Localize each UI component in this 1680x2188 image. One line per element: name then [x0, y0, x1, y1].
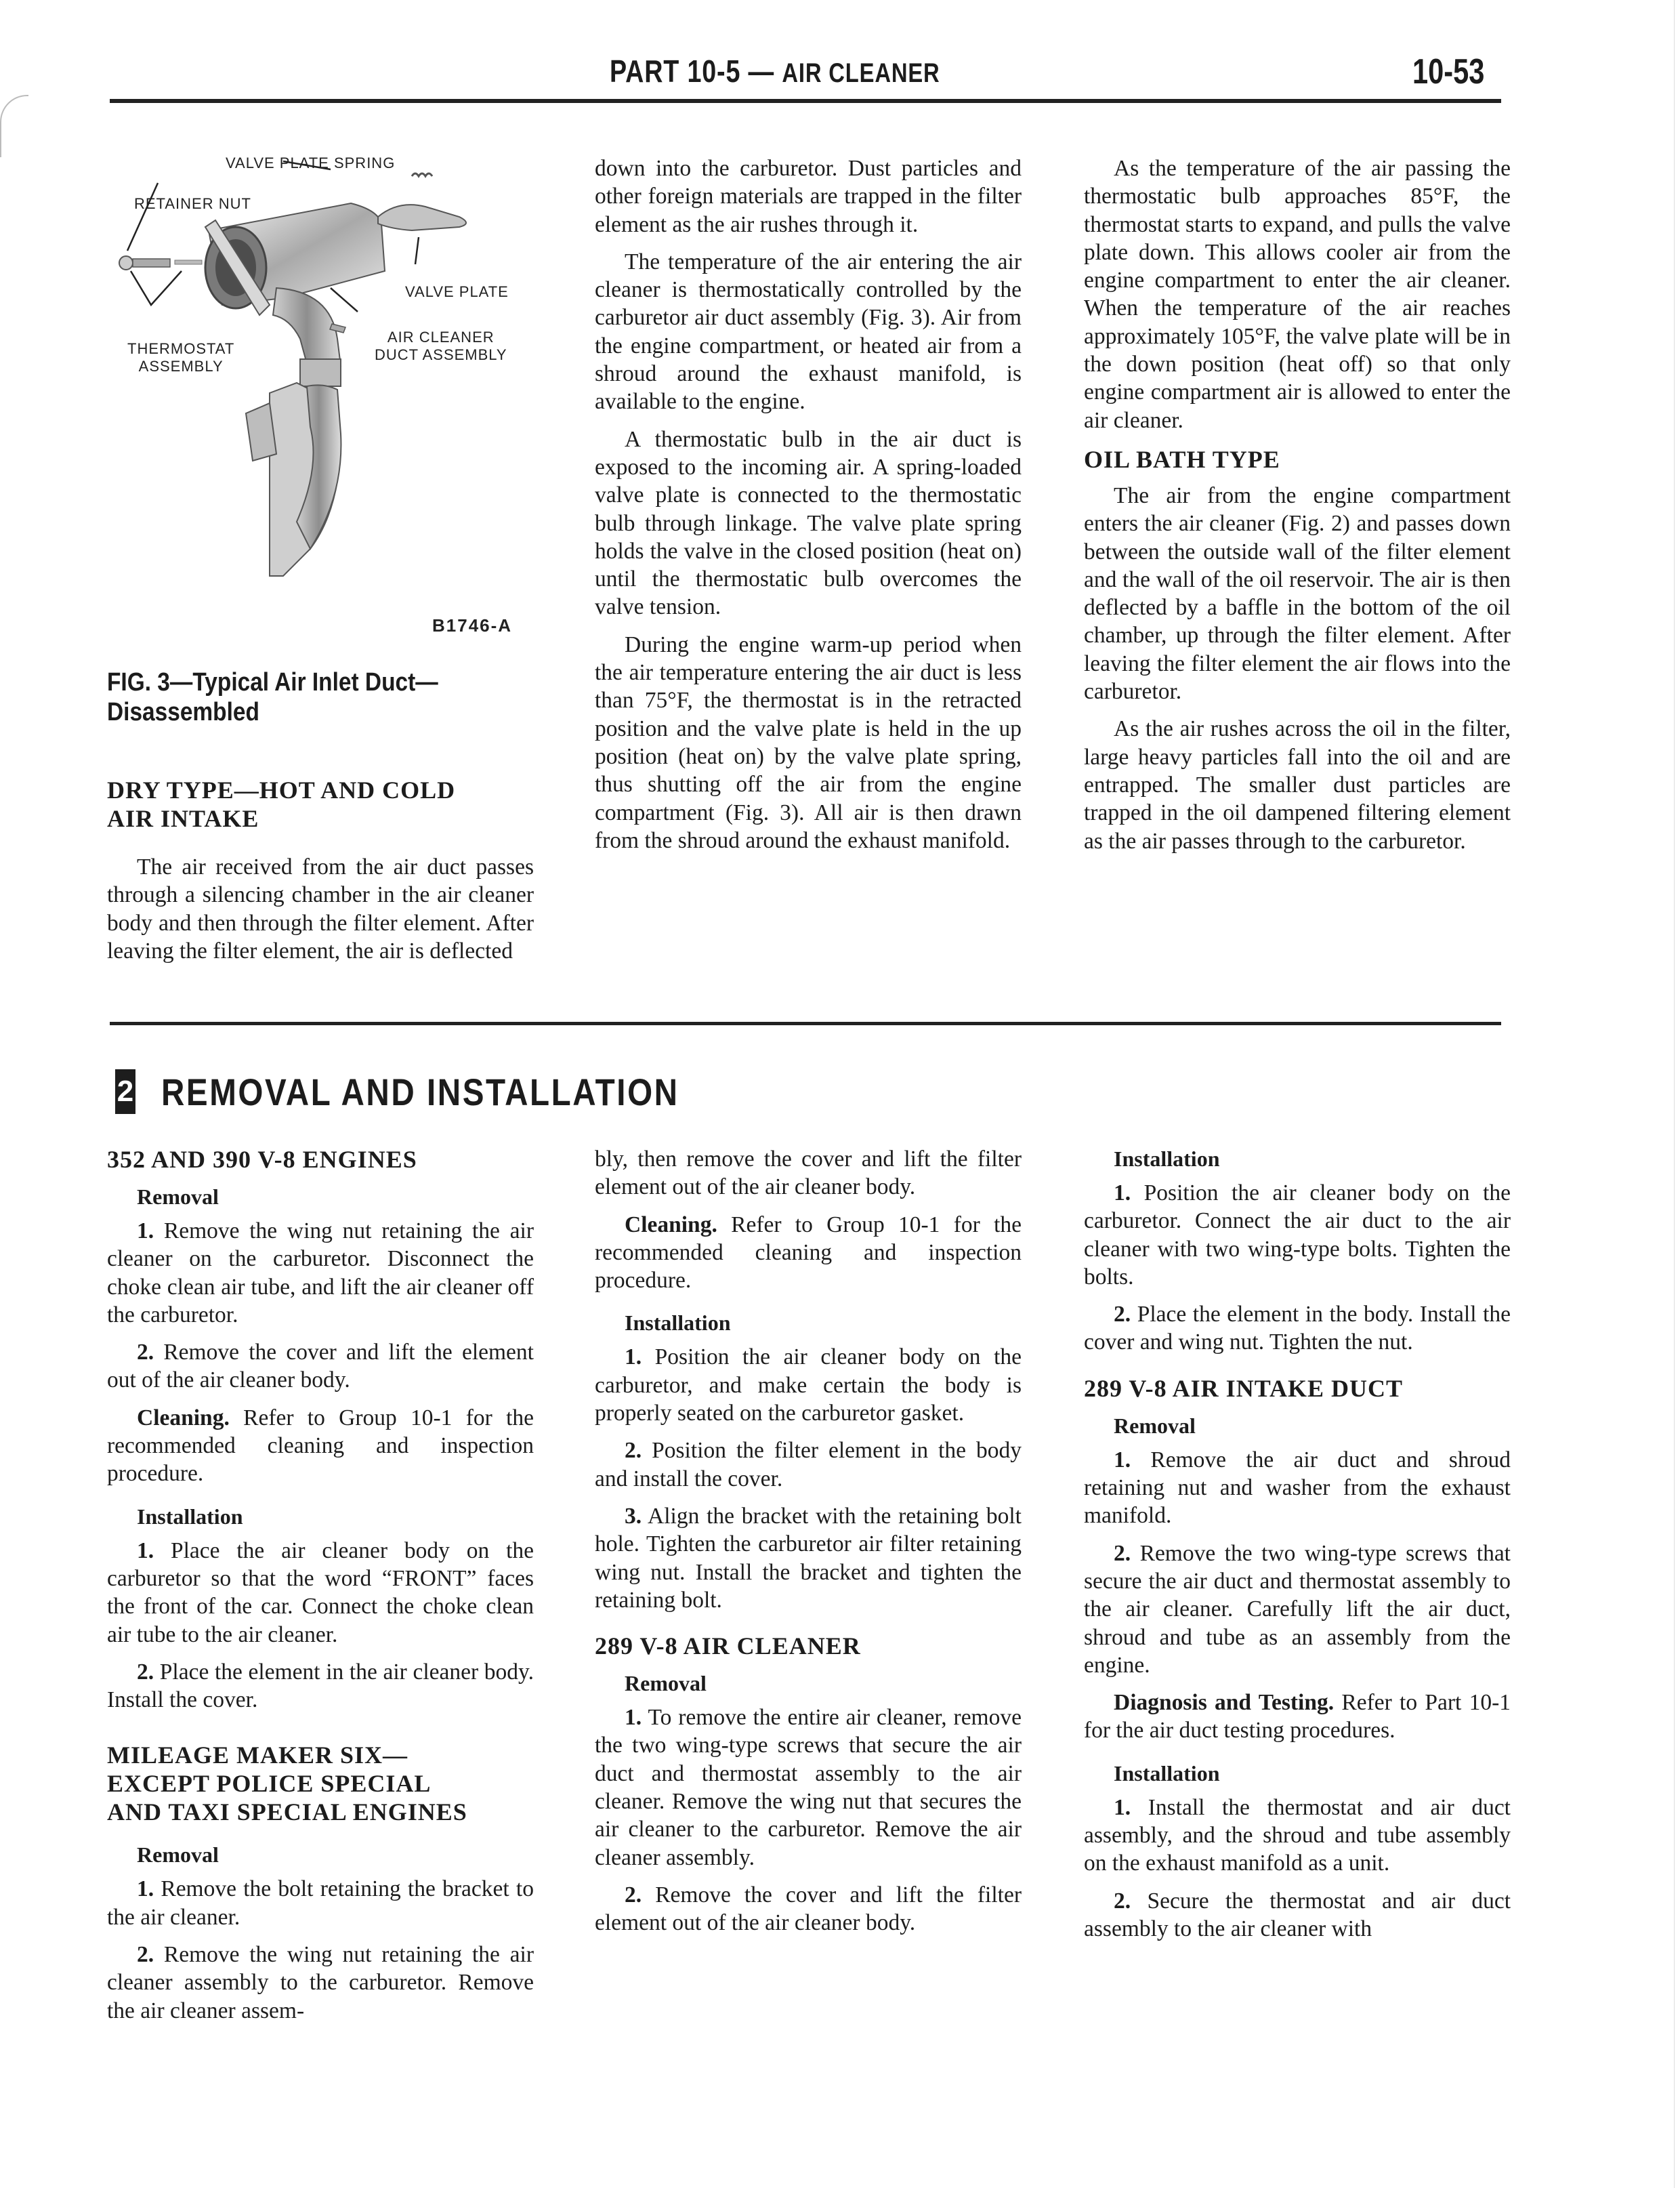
heading-289-air-intake-duct: 289 V-8 AIR INTAKE DUCT: [1084, 1374, 1404, 1402]
step-number: 1.: [137, 1876, 154, 1902]
figure-caption: [107, 667, 488, 727]
step-item: [1084, 1540, 1511, 1679]
column-3-top: [1084, 154, 1511, 855]
step-text: Remove the wing nut retaining the air cleaner assembly to the carburetor. Remove the air cleaner assem-: [107, 1942, 534, 2023]
column-1-bottom: [107, 1145, 534, 2025]
step-text: Align the bracket with the retaining bolt hole. Tighten the carburetor air filter retaining wing nut. Install the bracket and tighten the retaining bolt.: [595, 1503, 1022, 1613]
paragraph: A thermostatic bulb in the air duct is exposed to the incoming air. A spring-loaded valve plate is connected to the thermostatic bulb through linkage. The valve plate spring holds the valve in the closed position (heat on) until the thermostatic bulb overcomes the valve tension.: [595, 426, 1022, 620]
step-item: [107, 1941, 534, 2025]
paragraph-text: Refer to Part 10-1 for the air duct testing procedures.: [1084, 1690, 1511, 1743]
label-thermostat-line1: THERMOSTAT: [127, 340, 235, 357]
step-number: 1.: [1114, 1447, 1131, 1472]
step-item: [107, 1658, 534, 1714]
step-number: 1.: [1114, 1180, 1131, 1205]
part-label: PART 10-5: [610, 54, 741, 89]
column-2-bottom: [595, 1145, 1022, 1937]
paragraph: As the temperature of the air passing the thermostatic bulb approaches 85°F, the thermostat starts to expand, and pulls the valve plate down. This allows cooler air from the engine compartment to enter the air cleaner. When the temperature of the air reaches approximately 105°F, the valve plate will be in the down position (heat off) so that only engine compartment air is allowed to enter the air cleaner.: [1084, 156, 1511, 433]
step-text: Place the element in the air cleaner body. Install the cover.: [107, 1659, 534, 1713]
heading-line: AND TAXI SPECIAL ENGINES: [107, 1798, 467, 1826]
step-text: Remove the air duct and shroud retaining nut and washer from the exhaust manifold.: [1084, 1447, 1511, 1529]
step-number: 2.: [1114, 1302, 1131, 1327]
step-number: 1.: [1114, 1794, 1131, 1820]
figure-caption-line2: Disassembled: [107, 698, 259, 726]
heading-289-air-cleaner: 289 V-8 AIR CLEANER: [595, 1632, 861, 1660]
label-valve-plate-spring: VALVE PLATE SPRING: [226, 154, 396, 171]
subheading-removal: Removal: [137, 1842, 219, 1867]
page-number: 10-53: [1412, 52, 1485, 91]
heading-line: MILEAGE MAKER SIX—: [107, 1741, 408, 1769]
figure-code: B1746-A: [432, 615, 513, 636]
step-text: Remove the two wing-type screws that secure the air duct and thermostat assembly to the air cleaner. Carefully lift the air duct, shroud and tube as an assembly from the engine.: [1084, 1540, 1511, 1678]
heading-line: EXCEPT POLICE SPECIAL: [107, 1770, 432, 1798]
step-text: Position the filter element in the body and install the cover.: [595, 1438, 1022, 1491]
section-title: REMOVAL AND INSTALLATION: [161, 1070, 679, 1113]
step-number: 1.: [625, 1344, 642, 1370]
subheading-removal: Removal: [625, 1671, 707, 1696]
step-number: 1.: [137, 1537, 154, 1563]
step-number: 2.: [625, 1882, 642, 1907]
heading-dry-type-line1: DRY TYPE—HOT AND COLD: [107, 777, 456, 804]
subheading-installation: Installation: [1114, 1760, 1220, 1786]
step-item: [595, 1343, 1022, 1427]
section-heading-removal-installation: [115, 1069, 771, 1114]
paragraph: During the engine warm-up period when the air temperature entering the air duct is less than 75°F, the thermostat is in the retracted position and the valve plate is held in the up position (heat on) by the valve plate spring, thus shutting off the air from the engine compartment (Fig. 3). All air is then drawn from the shroud around the exhaust manifold.: [595, 632, 1022, 853]
section-number-badge: 2: [115, 1069, 135, 1114]
step-text: To remove the entire air cleaner, remove the two wing-type screws that secure the air duct and thermostat assembly to the air cleaner. Remove the wing nut that secures the air cleaner to the carburetor. Remove the air cleaner assembly.: [595, 1705, 1022, 1870]
step-item: [595, 1881, 1022, 1937]
cleaning-paragraph: [595, 1211, 1022, 1295]
step-item: [595, 1437, 1022, 1493]
section-divider-rule: [110, 1022, 1501, 1025]
page-edge: [1674, 0, 1680, 2188]
paragraph: As the air rushes across the oil in the filter, large heavy particles fall into the oil and are entrapped. The smaller dust particles are trapped in the oil dampened filtering element as the air passes through to the carburetor.: [1084, 716, 1511, 854]
page-curl-artifact: [0, 95, 28, 157]
step-item: [107, 1875, 534, 1931]
subheading-installation: Installation: [137, 1504, 243, 1529]
step-number: 2.: [137, 1340, 154, 1365]
step-text: Remove the bolt retaining the bracket to the air cleaner.: [107, 1876, 534, 1930]
label-valve-plate: VALVE PLATE: [405, 283, 509, 300]
heading-dry-type: [107, 776, 534, 833]
subheading-removal: Removal: [137, 1184, 219, 1209]
step-item: [107, 1338, 534, 1395]
cleaning-paragraph: [107, 1404, 534, 1488]
paragraph: The temperature of the air entering the air cleaner is thermostatically controlled by the carburetor air duct assembly (Fig. 3). Air from the engine compartment, or heated air from a shroud around the exhaust manifold, is available to the engine.: [595, 249, 1022, 415]
paragraph: bly, then remove the cover and lift the filter element out of the air cleaner body.: [595, 1147, 1022, 1200]
run-in-label: Diagnosis and Testing.: [1114, 1690, 1335, 1716]
step-number: 3.: [625, 1503, 642, 1529]
step-number: 2.: [137, 1659, 154, 1685]
paragraph: The air from the engine compartment enters the air cleaner (Fig. 2) and passes down between the outside wall of the filter element and the wall of the oil reservoir. The air is then deflected by a baffle in the bottom of the oil chamber, up through the filter element. After leaving the filter element the air flows into the carburetor.: [1084, 482, 1511, 705]
step-text: Place the element in the body. Install the cover and wing nut. Tighten the nut.: [1084, 1302, 1511, 1355]
step-text: Position the air cleaner body on the carburetor. Connect the air duct to the air cleaner with two wing-type bolts. Tighten the bolts.: [1084, 1180, 1511, 1289]
label-thermostat-assembly: [127, 340, 234, 375]
step-item: [595, 1704, 1022, 1872]
step-number: 1.: [625, 1705, 642, 1731]
figure-caption-line1: FIG. 3—Typical Air Inlet Duct—: [107, 668, 438, 697]
step-number: 2.: [625, 1438, 642, 1464]
heading-dry-type-line2: AIR INTAKE: [107, 805, 259, 832]
paragraph-text: Refer to Group 10-1 for the recommended cleaning and inspection procedure.: [107, 1405, 534, 1487]
header-rule: [110, 99, 1501, 103]
section-name: AIR CLEANER: [782, 58, 940, 88]
step-text: Secure the thermostat and air duct assembly to the air cleaner with: [1084, 1888, 1511, 1941]
step-item: [1084, 1300, 1511, 1357]
air-inlet-duct-illustration: [107, 142, 541, 644]
step-text: Install the thermostat and air duct assembly, and the shroud and tube assembly on the exhaust manifold as a unit.: [1084, 1794, 1511, 1876]
step-item: [595, 1502, 1022, 1614]
running-header: [610, 53, 999, 89]
label-thermostat-line2: ASSEMBLY: [138, 358, 224, 375]
run-in-label: Cleaning.: [625, 1212, 717, 1237]
step-number: 2.: [1114, 1540, 1131, 1566]
step-text: Remove the cover and lift the element out of the air cleaner body.: [107, 1340, 534, 1393]
step-item: [107, 1217, 534, 1329]
subheading-installation: Installation: [625, 1310, 731, 1336]
column-2-top: [595, 154, 1022, 854]
step-number: 1.: [137, 1218, 154, 1243]
header-dash: —: [740, 54, 775, 89]
paragraph: The air received from the air duct passes through a silencing chamber in the air cleaner body and then through the filter element. After leaving the filter element, the air is deflected: [107, 854, 534, 964]
step-item: [1084, 1179, 1511, 1291]
step-text: Position the air cleaner body on the carburetor, and make certain the body is properly seated on the carburetor gasket.: [595, 1344, 1022, 1426]
paragraph: down into the carburetor. Dust particles and other foreign materials are trapped in the filter element as the air rushes through it.: [595, 156, 1022, 237]
step-item: [1084, 1446, 1511, 1530]
step-text: Remove the cover and lift the filter element out of the air cleaner body.: [595, 1882, 1022, 1936]
step-item: [107, 1537, 534, 1649]
figure-air-inlet-duct: [107, 142, 541, 644]
subheading-removal: Removal: [1114, 1413, 1196, 1438]
label-air-cleaner-duct-line1: AIR CLEANER: [387, 329, 495, 346]
diagnosis-paragraph: [1084, 1689, 1511, 1745]
label-air-cleaner-duct: [375, 329, 507, 364]
step-text: Remove the wing nut retaining the air cleaner on the carburetor. Disconnect the choke clean air tube, and lift the air cleaner off the carburetor.: [107, 1218, 534, 1327]
heading-oil-bath-type: OIL BATH TYPE: [1084, 445, 1280, 473]
paragraph-text: Refer to Group 10-1 for the recommended cleaning and inspection procedure.: [595, 1212, 1022, 1294]
label-air-cleaner-duct-line2: DUCT ASSEMBLY: [375, 346, 507, 363]
run-in-label: Cleaning.: [137, 1405, 230, 1430]
step-text: Place the air cleaner body on the carburetor so that the word “FRONT” faces the front of the car. Connect the choke clean air tube to the air cleaner.: [107, 1537, 534, 1647]
subheading-installation: Installation: [1114, 1147, 1220, 1171]
heading-mileage-maker-six: [107, 1741, 534, 1826]
heading-352-390-engines: 352 AND 390 V-8 ENGINES: [107, 1146, 417, 1173]
step-number: 2.: [1114, 1888, 1131, 1914]
column-1-top: [107, 776, 534, 965]
step-item: [1084, 1794, 1511, 1878]
column-3-bottom: [1084, 1145, 1511, 1943]
label-retainer-nut: RETAINER NUT: [134, 195, 251, 212]
step-item: [1084, 1887, 1511, 1943]
step-number: 2.: [137, 1942, 154, 1968]
